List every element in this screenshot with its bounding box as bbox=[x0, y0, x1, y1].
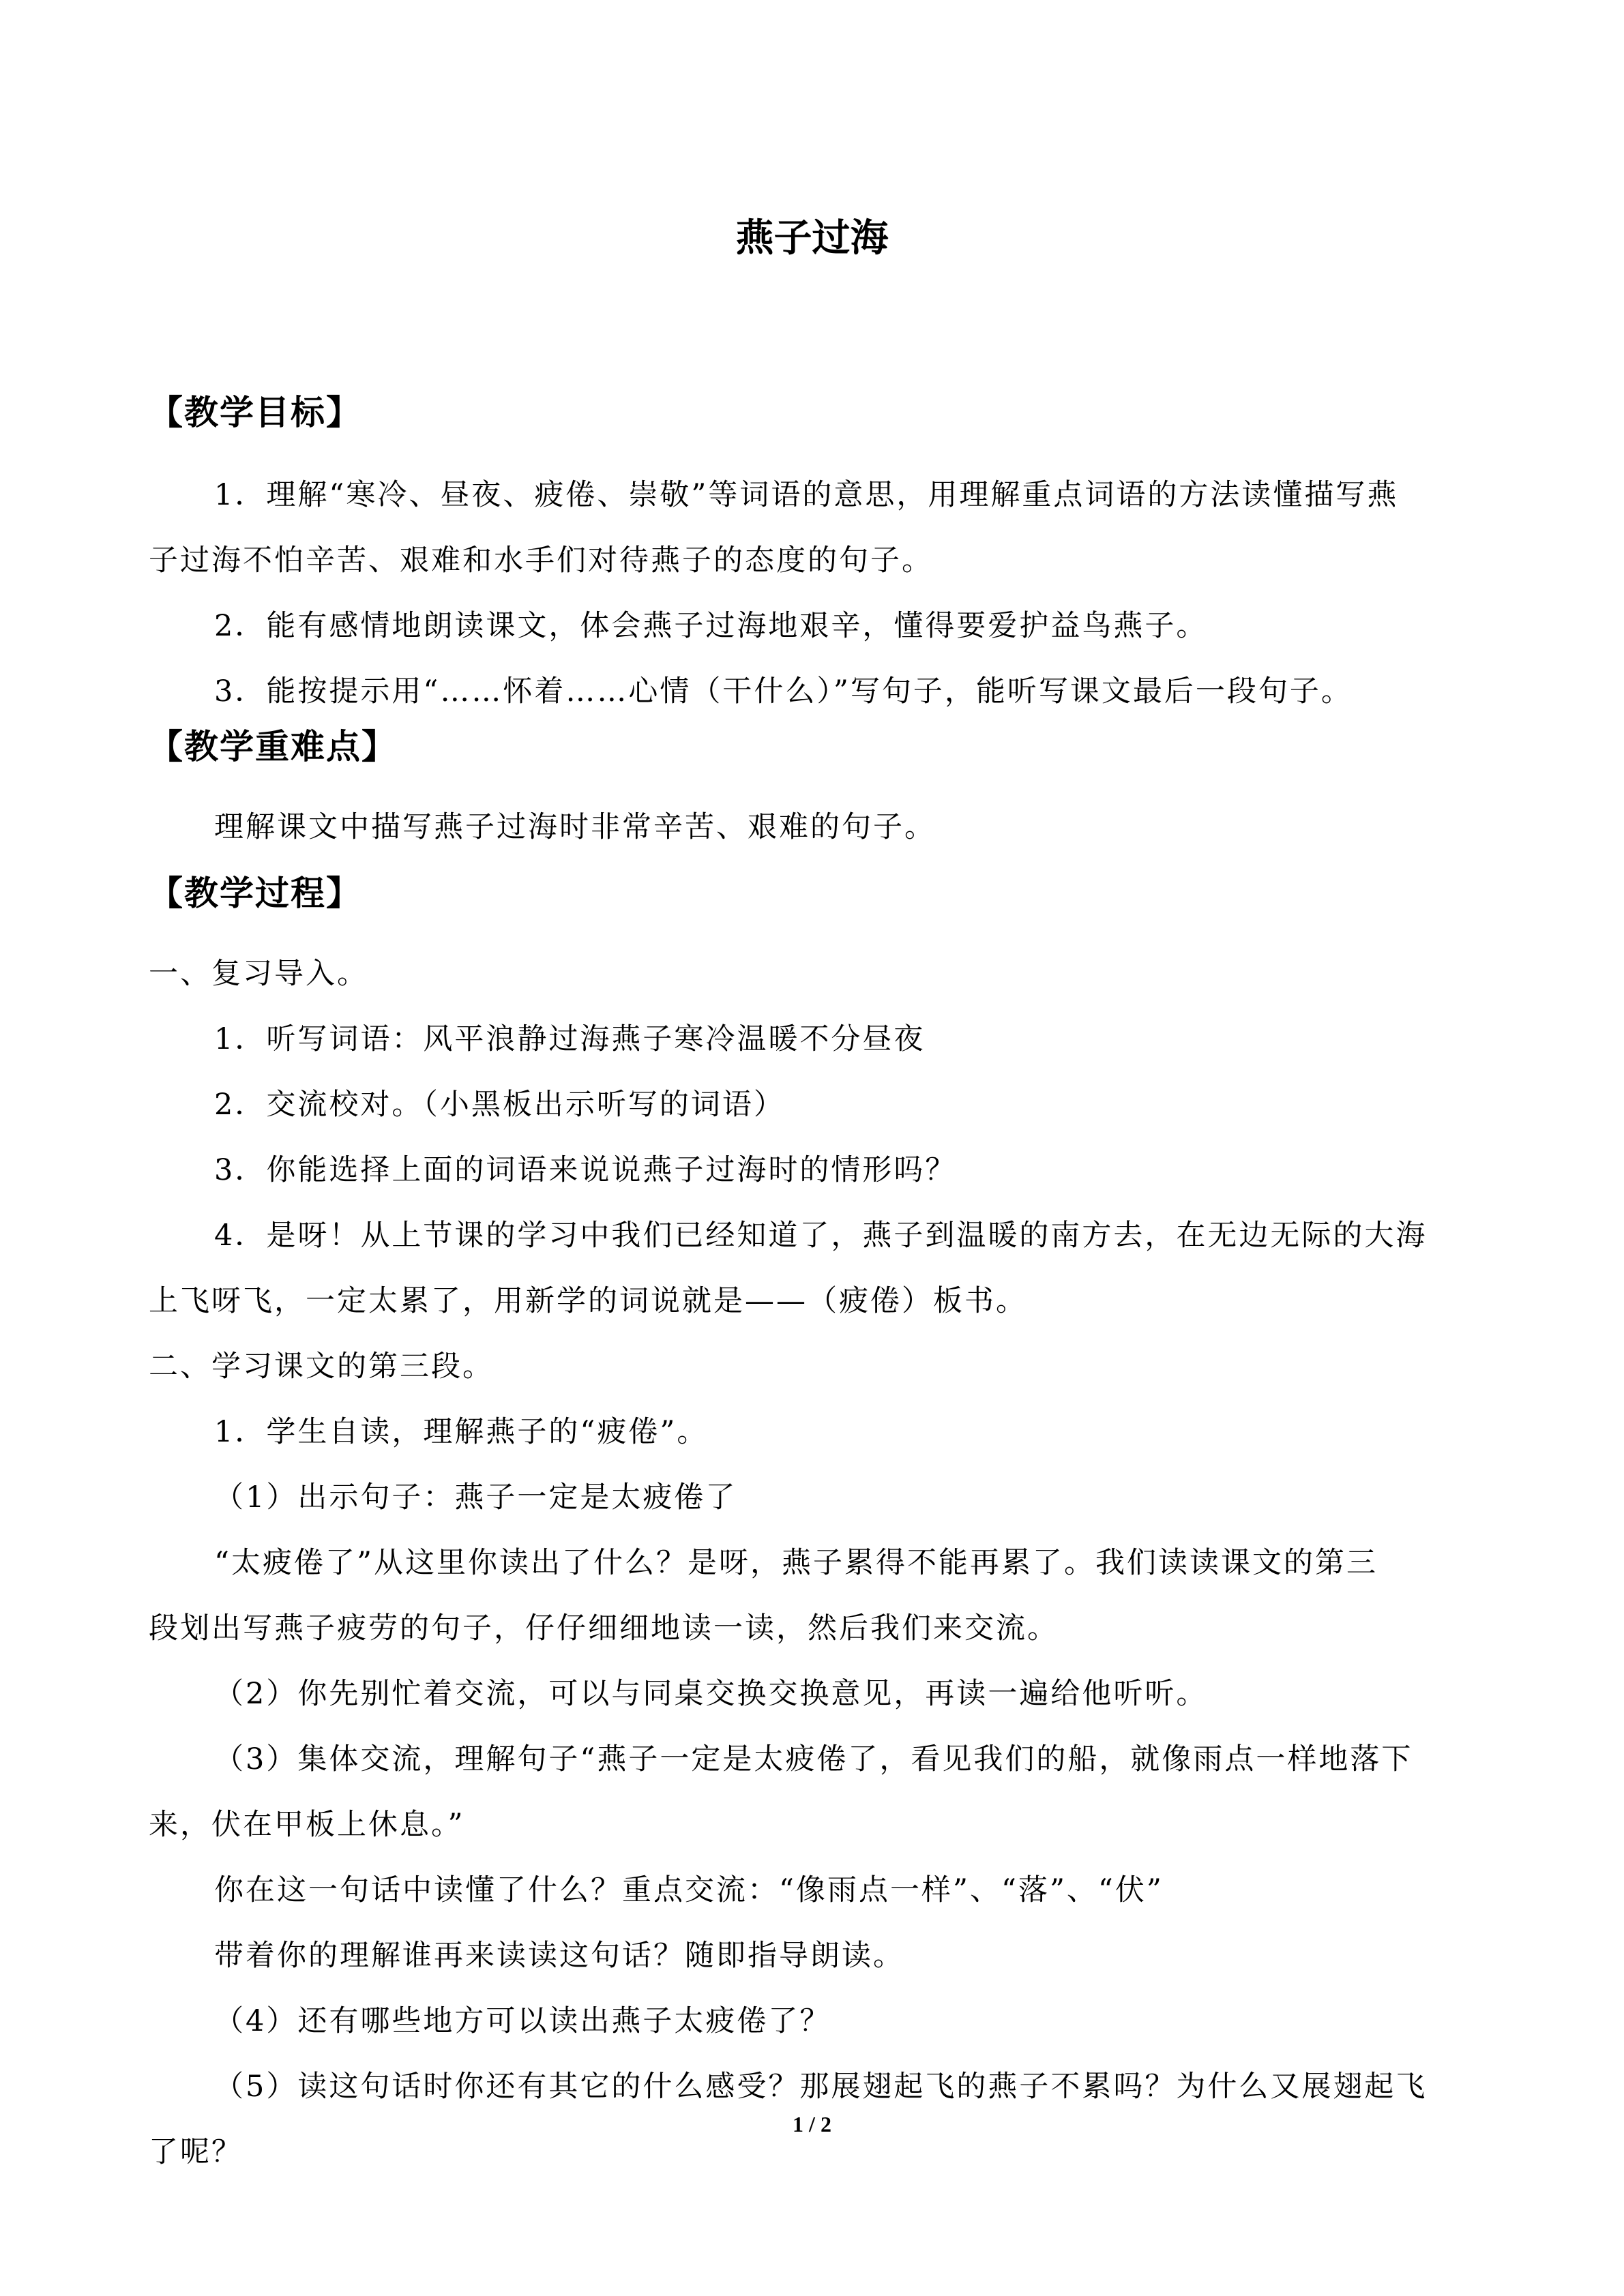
section-heading-key-points: 【教学重难点】 bbox=[149, 727, 397, 766]
key-points-text-block bbox=[149, 794, 1476, 860]
part1-item-4-line-1: 4．是呀！从上节课的学习中我们已经知道了，燕子到温暖的南方去，在无边无际的大海 bbox=[214, 1219, 1428, 1253]
part2-step-1: 1．学生自读，理解燕子的“疲倦”。 bbox=[214, 1415, 709, 1449]
document-title: 燕子过海 bbox=[735, 216, 889, 260]
part1-item-1: 1．听写词语：风平浪静过海燕子寒冷温暖不分昼夜 bbox=[214, 1022, 926, 1056]
part2-sub-1-text-line-2: 段划出写燕子疲劳的句子，仔仔细细地读一读，然后我们来交流。 bbox=[149, 1611, 1059, 1645]
part2-sub-4: （4）还有哪些地方可以读出燕子太疲倦了？ bbox=[214, 2004, 831, 2038]
objective-1-line-1: 1．理解“寒冷、昼夜、疲倦、崇敬”等词语的意思，用理解重点词语的方法读懂描写燕 bbox=[214, 478, 1399, 512]
objective-item-3 bbox=[149, 659, 1476, 724]
part1-item-2: 2．交流校对。（小黑板出示听写的词语） bbox=[214, 1088, 785, 1122]
part1-item-3: 3．你能选择上面的词语来说说燕子过海时的情形吗？ bbox=[214, 1153, 957, 1187]
part2-sub-3-note-2: 带着你的理解谁再来读读这句话？随即指导朗读。 bbox=[214, 1939, 904, 1973]
part2-sub-3-line-1: （3）集体交流，理解句子“燕子一定是太疲倦了，看见我们的船，就像雨点一样地落下 bbox=[214, 1742, 1413, 1776]
page-number: 1 / 2 bbox=[793, 2112, 831, 2136]
process-body bbox=[149, 941, 1476, 2185]
objective-item-2 bbox=[149, 593, 1476, 659]
objective-3-text: 3．能按提示用“……怀着……心情（干什么）”写句子，能听写课文最后一段句子。 bbox=[214, 674, 1353, 709]
part2-sub-5-line-2: 了呢？ bbox=[149, 2135, 243, 2169]
part2-sub-2: （2）你先别忙着交流，可以与同桌交换交换意见，再读一遍给他听听。 bbox=[214, 1677, 1208, 1711]
section-heading-objectives: 【教学目标】 bbox=[149, 393, 361, 432]
part2-sub-3-line-2: 来，伏在甲板上休息。” bbox=[149, 1808, 465, 1842]
part2-sub-1-text-line-1: “太疲倦了”从这里你读出了什么？是呀，燕子累得不能再累了。我们读读课文的第三 bbox=[214, 1546, 1378, 1580]
part2-sub-3-note-1: 你在这一句话中读懂了什么？重点交流：“像雨点一样”、“落”、“伏” bbox=[214, 1873, 1164, 1907]
part1-item-4-line-2: 上飞呀飞，一定太累了，用新学的词说就是——（疲倦）板书。 bbox=[149, 1284, 1027, 1318]
objective-2-text: 2．能有感情地朗读课文，体会燕子过海地艰辛，懂得要爱护益鸟燕子。 bbox=[214, 609, 1208, 643]
section-heading-process: 【教学过程】 bbox=[149, 874, 361, 913]
objective-item-1 bbox=[149, 462, 1476, 593]
part1-title: 一、复习导入。 bbox=[149, 957, 368, 991]
key-points-text: 理解课文中描写燕子过海时非常辛苦、艰难的句子。 bbox=[214, 810, 936, 844]
part2-title: 二、学习课文的第三段。 bbox=[149, 1350, 494, 1384]
objective-1-line-2: 子过海不怕辛苦、艰难和水手们对待燕子的态度的句子。 bbox=[149, 543, 933, 578]
part2-sub-5-line-1: （5）读这句话时你还有其它的什么感受？那展翅起飞的燕子不累吗？为什么又展翅起飞 bbox=[214, 2070, 1428, 2104]
part2-sub-1: （1）出示句子：燕子一定是太疲倦了 bbox=[214, 1480, 737, 1515]
